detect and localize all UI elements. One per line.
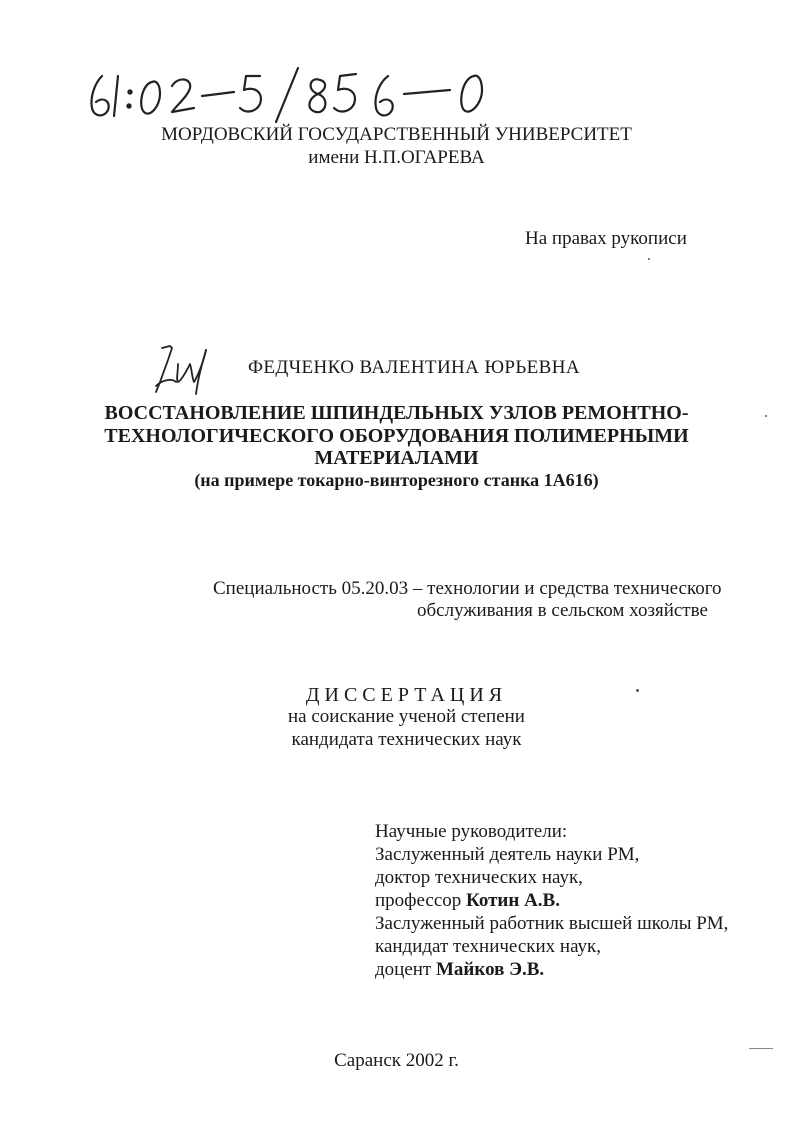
author-name: ФЕДЧЕНКО ВАЛЕНТИНА ЮРЬЕВНА (248, 357, 580, 378)
title-subtitle: (на примере токарно-винторезного станка 1А616) (194, 470, 599, 490)
supervisor-1-line (375, 889, 728, 912)
supervisor-2-title-2: кандидат технических наук, (375, 936, 602, 957)
supervisor-1-name: Котин А.В. (466, 890, 560, 911)
scan-mark (749, 1048, 773, 1049)
supervisors-block (375, 820, 728, 981)
supervisor-2-rank: доцент (375, 959, 436, 980)
university-named-after: имени Н.П.ОГАРЕВА (308, 147, 485, 168)
dissertation-degree-line-2: кандидата технических наук (291, 729, 522, 750)
scan-speck (636, 689, 639, 692)
handwritten-number-image (88, 62, 508, 124)
supervisors-heading: Научные руководители: (375, 821, 568, 842)
city-year: Саранск 2002 г. (334, 1050, 459, 1071)
university-name: МОРДОВСКИЙ ГОСУДАРСТВЕННЫЙ УНИВЕРСИТЕТ (161, 124, 632, 145)
dissertation-heading: ДИССЕРТАЦИЯ (305, 684, 508, 706)
dissertation-degree-line-1: на соискание ученой степени (288, 706, 525, 727)
title-line-1: ВОССТАНОВЛЕНИЕ ШПИНДЕЛЬНЫХ УЗЛОВ РЕМОНТНО- (104, 402, 689, 424)
signature-image (148, 342, 228, 398)
title-line-3: МАТЕРИАЛАМИ (314, 447, 479, 469)
title-line-2: ТЕХНОЛОГИЧЕСКОГО ОБОРУДОВАНИЯ ПОЛИМЕРНЫМИ (104, 425, 689, 447)
author-signature (148, 342, 228, 398)
supervisor-1-rank: профессор (375, 890, 467, 911)
supervisor-1-title-1: Заслуженный деятель науки РМ, (375, 844, 640, 865)
supervisor-2-name: Майков Э.В. (436, 959, 545, 980)
specialty-line-1: Специальность 05.20.03 – технологии и средства технического (213, 578, 722, 599)
manuscript-rights: На правах рукописи (525, 228, 687, 249)
supervisor-1-title-2: доктор технических наук, (375, 867, 583, 888)
specialty-line-2: обслуживания в сельском хозяйстве (417, 600, 708, 621)
supervisor-2-title-1: Заслуженный работник высшей школы РМ, (375, 913, 729, 934)
scan-speck (765, 415, 767, 417)
scan-speck (648, 258, 650, 260)
handwritten-inventory-number (88, 62, 508, 124)
supervisor-2-line (375, 958, 728, 981)
